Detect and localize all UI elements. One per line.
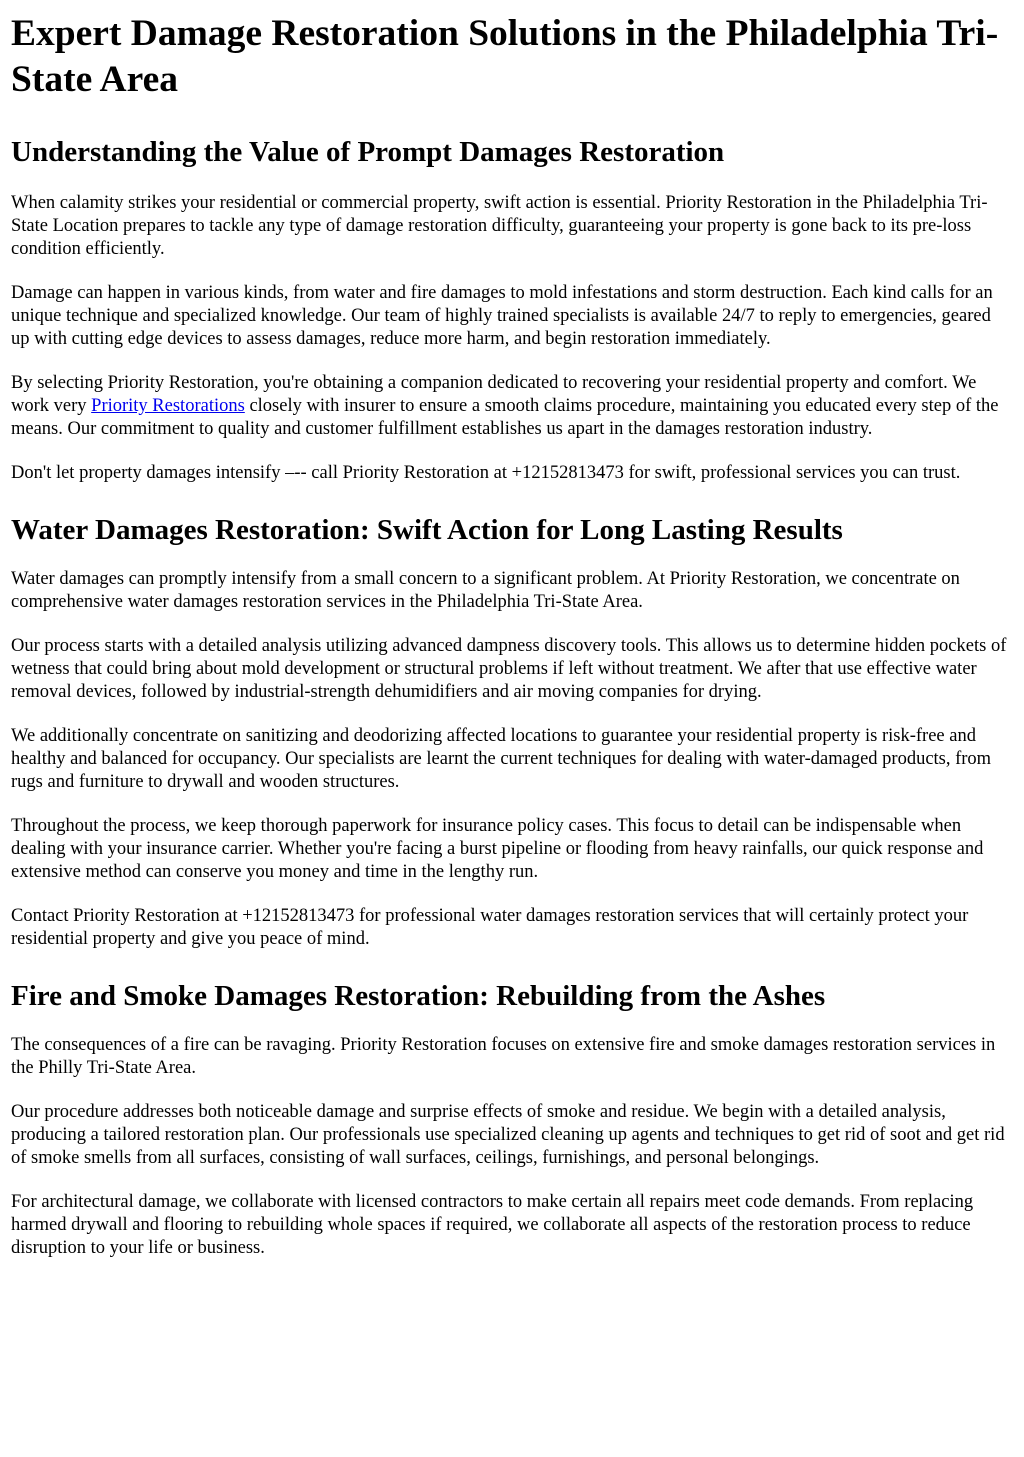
paragraph-text-after-link: closely with insurer to ensure a smooth claims procedure, maintaining you educated every step of the means. Our commitment to quality and customer fulfillment establishes us apart in the damages restoration industry.: [11, 396, 999, 439]
paragraph: Our process starts with a detailed analysis utilizing advanced dampness discovery tools. This allows us to determine hidden pockets of wetness that could bring about mold development or structural problems if left without treatment. We after that use effective water removal devices, followed by industrial-strength dehumidifiers and air moving companies for drying.: [11, 636, 1007, 702]
paragraph: Damage can happen in various kinds, from water and fire damages to mold infestations and storm destruction. Each kind calls for an unique technique and specialized knowledge. Our team of highly trained specialists is available 24/7 to reply to emergencies, geared up with cutting edge devices to assess damages, reduce more harm, and begin restoration immediately.: [11, 283, 993, 349]
paragraph: When calamity strikes your residential or commercial property, swift action is essential. Priority Restoration in the Philadelphia Tri-State Location prepares to tackle any type of damage restoration difficulty, guaranteeing your property is gone back to its pre-loss condition efficiently.: [11, 193, 988, 259]
paragraph: The consequences of a fire can be ravaging. Priority Restoration focuses on extensive fire and smoke damages restoration services in the Philly Tri-State Area.: [11, 1035, 996, 1078]
paragraph: Throughout the process, we keep thorough paperwork for insurance policy cases. This focus to detail can be indispensable when dealing with your insurance carrier. Whether you're facing a burst pipeline or flooding from heavy rainfalls, our quick response and extensive method can conserve you money and time in the lengthy run.: [11, 816, 984, 882]
paragraph-text-before-link: By selecting Priority Restoration, you're obtaining a companion dedicated to recovering your residential property and comfort. We work very: [11, 373, 977, 416]
paragraph: Our procedure addresses both noticeable damage and surprise effects of smoke and residue. We begin with a detailed analysis, producing a tailored restoration plan. Our professionals use specialized cleaning up agents and techniques to get rid of soot and get rid of smoke smells from all surfaces, consisting of wall surfaces, ceilings, furnishings, and personal belongings.: [11, 1102, 1005, 1168]
section-heading-fire-smoke-damage: Fire and Smoke Damages Restoration: Rebuilding from the Ashes: [11, 980, 826, 1012]
page-title: Expert Damage Restoration Solutions in the Philadelphia Tri-State Area: [11, 13, 999, 100]
paragraph: Contact Priority Restoration at +12152813473 for professional water damages restoration services that will certainly protect your residential property and give you peace of mind.: [11, 906, 969, 949]
article: [0, 11, 1024, 1260]
section-heading-water-damage: Water Damages Restoration: Swift Action for Long Lasting Results: [11, 514, 843, 546]
paragraph: For architectural damage, we collaborate with licensed contractors to make certain all repairs meet code demands. From replacing harmed drywall and flooring to rebuilding whole spaces if required, we collaborate all aspects of the restoration process to reduce disruption to your life or business.: [11, 1192, 974, 1258]
priority-restorations-link[interactable]: Priority Restorations: [91, 396, 245, 416]
paragraph: [11, 372, 1013, 441]
paragraph: Water damages can promptly intensify from a small concern to a significant problem. At Priority Restoration, we concentrate on comprehensive water damages restoration services in the Philadelphia Tri-State Area.: [11, 569, 960, 612]
paragraph: Don't let property damages intensify –-- call Priority Restoration at +12152813473 for swift, professional services you can trust.: [11, 463, 961, 483]
section-heading-prompt-restoration: Understanding the Value of Prompt Damages Restoration: [11, 136, 725, 168]
paragraph: We additionally concentrate on sanitizing and deodorizing affected locations to guarantee your residential property is risk-free and healthy and balanced for occupancy. Our specialists are learnt the current techniques for dealing with water-damaged products, from rugs and furniture to drywall and wooden structures.: [11, 726, 992, 792]
